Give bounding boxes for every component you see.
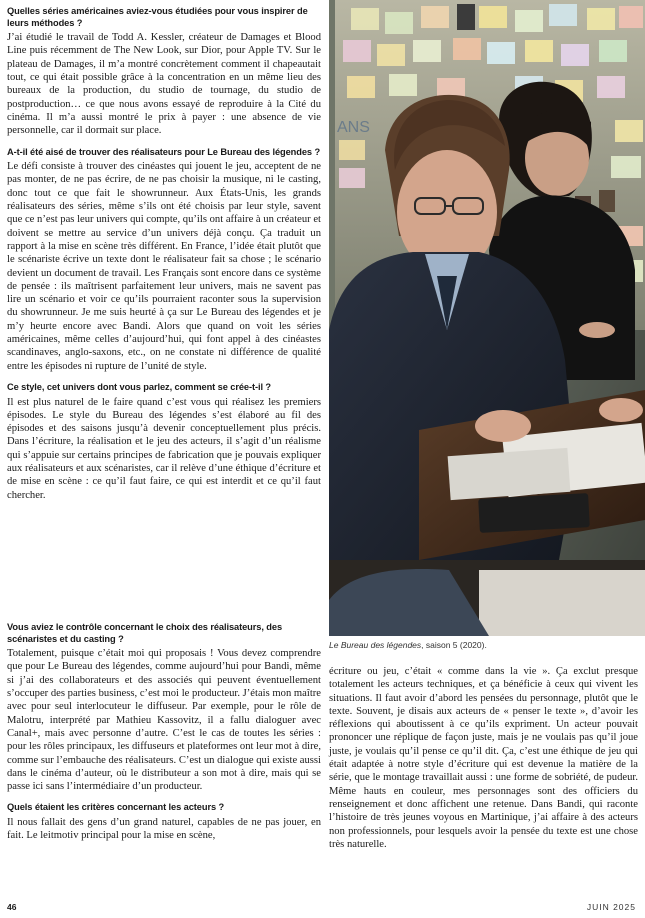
answer-paragraph: Totalement, puisque c’était moi qui proposais ! Vous devez comprendre que pour Le Bureau des légendes, comme aujourd’hui pour Bandi, même si j’ai des collaborateurs et des associés qui peuvent éventuellement s’occuper des parties business, c’est moi le producteur. J’étais mon maître avec pour seul interlocuteur le diffuseur. Par exemple, pour le rôle de Malotru, interprété par Mathieu Kassovitz, il a fallu dialoguer avec Canal+, mais avec personne d’autre. C’est le cas de toutes les séries : pour les rôles principaux, les diffuseurs et plateformes ont leur mot à dire, comme sur l’embauche des réalisateurs. C’est un dialogue qui existe aussi dans le cinéma d’auteur, où le distributeur a son mot à dire, mais qui se passe ici sans l’intermédiaire d’un producteur.	[7, 648, 321, 793]
answer-paragraph: Il nous fallait des gens d’un grand naturel, capables de ne pas jouer, en fait. Le leitmotiv principal pour la mise en scène,	[7, 817, 321, 842]
wall-text: ANS	[337, 119, 370, 136]
qa-block	[7, 382, 321, 502]
page-number: 46	[7, 902, 17, 912]
left-column-top	[7, 6, 321, 511]
qa-block	[7, 802, 321, 842]
caption-rest: , saison 5 (2020).	[421, 640, 487, 650]
question-heading: Quelles séries américaines aviez-vous étudiées pour vous inspirer de leurs méthodes ?	[7, 6, 308, 28]
left-column-bottom	[7, 622, 321, 852]
photo-illustration	[329, 0, 645, 636]
qa-block	[7, 147, 321, 373]
question-heading: A-t-il été aisé de trouver des réalisateurs pour Le Bureau des légendes ?	[7, 146, 321, 157]
right-column-bottom	[329, 665, 638, 860]
answer-paragraph: J’ai étudié le travail de Todd A. Kessler, créateur de Damages et Blood Line puis récemment de The New Look, sur Dior, pour Apple TV. Sur le plateau de Damages, il m’a montré concrètement comment il chapeautait tout, ce qui était possible grâce à la concentration en un même lieu des bureaux de la production, du studio de tournage, du studio de postproduction… ce que nous avons essayé de reproduire à la Cité du cinéma. Il m’a aussi montré le prix à payer : une absence de vie personnelle, car il dormait sur place.	[7, 32, 321, 137]
question-heading: Vous aviez le contrôle concernant le choix des réalisateurs, des scénaristes et du casting ?	[7, 622, 283, 644]
qa-block	[7, 622, 321, 793]
caption-title: Le Bureau des légendes	[329, 640, 422, 650]
issue-date: JUIN 2025	[586, 902, 636, 912]
answer-paragraph: Le défi consiste à trouver des cinéastes qui jouent le jeu, acceptent de ne pas monter, de ne pas écrire, de ne pas choisir la musique, ni le casting, donc tout ce que fait le showrunneur. Aux États-Unis, les grands réalisateurs des séries, même s’ils ont été choisis par leur style, savent que ce n’est pas leur univers qui compte, qu’ils ont affaire à un créateur et doivent se mettre au service d’un univers déjà conçu. Ça traduit un rapport à la mise en scène très différent. En France, l’idée était plutôt que le scénariste écrive un texte dont le réalisateur fait sa chose ; le scénario devient un document de travail. Les Français sont encore dans ce système de pensée : ils maîtrisent parfaitement leur univers, mais ne savent pas lire un scénario et voir ce qu’ils pourraient raconter sous la supervision du showrunneur. Je me suis heurté à ça sur Le Bureau des légendes et je m’y heurte encore avec Bandi. Alors que quand on voit les séries américaines, même celles d’aujourd’hui, qui font appel à des cinéastes scandinaves, anglo-saxons, etc., on ne constate ni différence de qualité entre les épisodes ni rupture de l’unité de style.	[7, 161, 321, 372]
series-still-photo	[329, 0, 645, 636]
photo-caption	[329, 640, 645, 650]
answer-paragraph: écriture ou jeu, c’était « comme dans la vie ». Ça exclut presque totalement les acteurs techniques, et ça bénéficie à ceux qui vivent les situations. Il faut avoir d’abord les pensées du personnage, plutôt que le texte. Souvent, je disais aux acteurs de « penser le texte », d’avoir les réflexions qui aboutissent à ce qu’ils expriment. Un acteur pouvait prononcer une réplique de façon juste, mais je ne voulais pas qu’il joue juste, je voulais qu’il pense ce qu’il dit. Ça, c’est une éthique de jeu qui était adaptée à notre style d’écriture qui est devenue la matière de la série, que le montage travaillait aussi : une forme de sobriété, de pudeur. Même hauts en couleur, mes personnages sont des officiers du renseignement et donc affichent une retenue. Dans Bandi, qui raconte l’histoire de très jeunes voyous en Martinique, j’ai affaire à des acteurs non professionnels, pour lesquels avoir la pensée du texte est une chose très naturelle.	[329, 666, 638, 850]
answer-paragraph: Il est plus naturel de le faire quand c’est vous qui réalisez les premiers épisodes. Le style du Bureau des légendes s’est élaboré au fil des épisodes et des saisons jusqu’à devenir conceptuellement plus précis. Dans l’écriture, la réalisation et le jeu des acteurs, il s’agit d’un réalisme qui s’appuie sur certains principes de fabrication que je pouvais expliquer aux réalisateurs et aux scénaristes, car il relève d’une éthique d’écriture et de mise en scène : ce qu’il faut faire, ce qui est interdit et ce qu’il faut chercher.	[7, 396, 321, 501]
qa-block	[7, 6, 321, 138]
question-heading: Quels étaient les critères concernant les acteurs ?	[7, 802, 225, 813]
question-heading: Ce style, cet univers dont vous parlez, comment se crée-t-il ?	[7, 381, 272, 392]
